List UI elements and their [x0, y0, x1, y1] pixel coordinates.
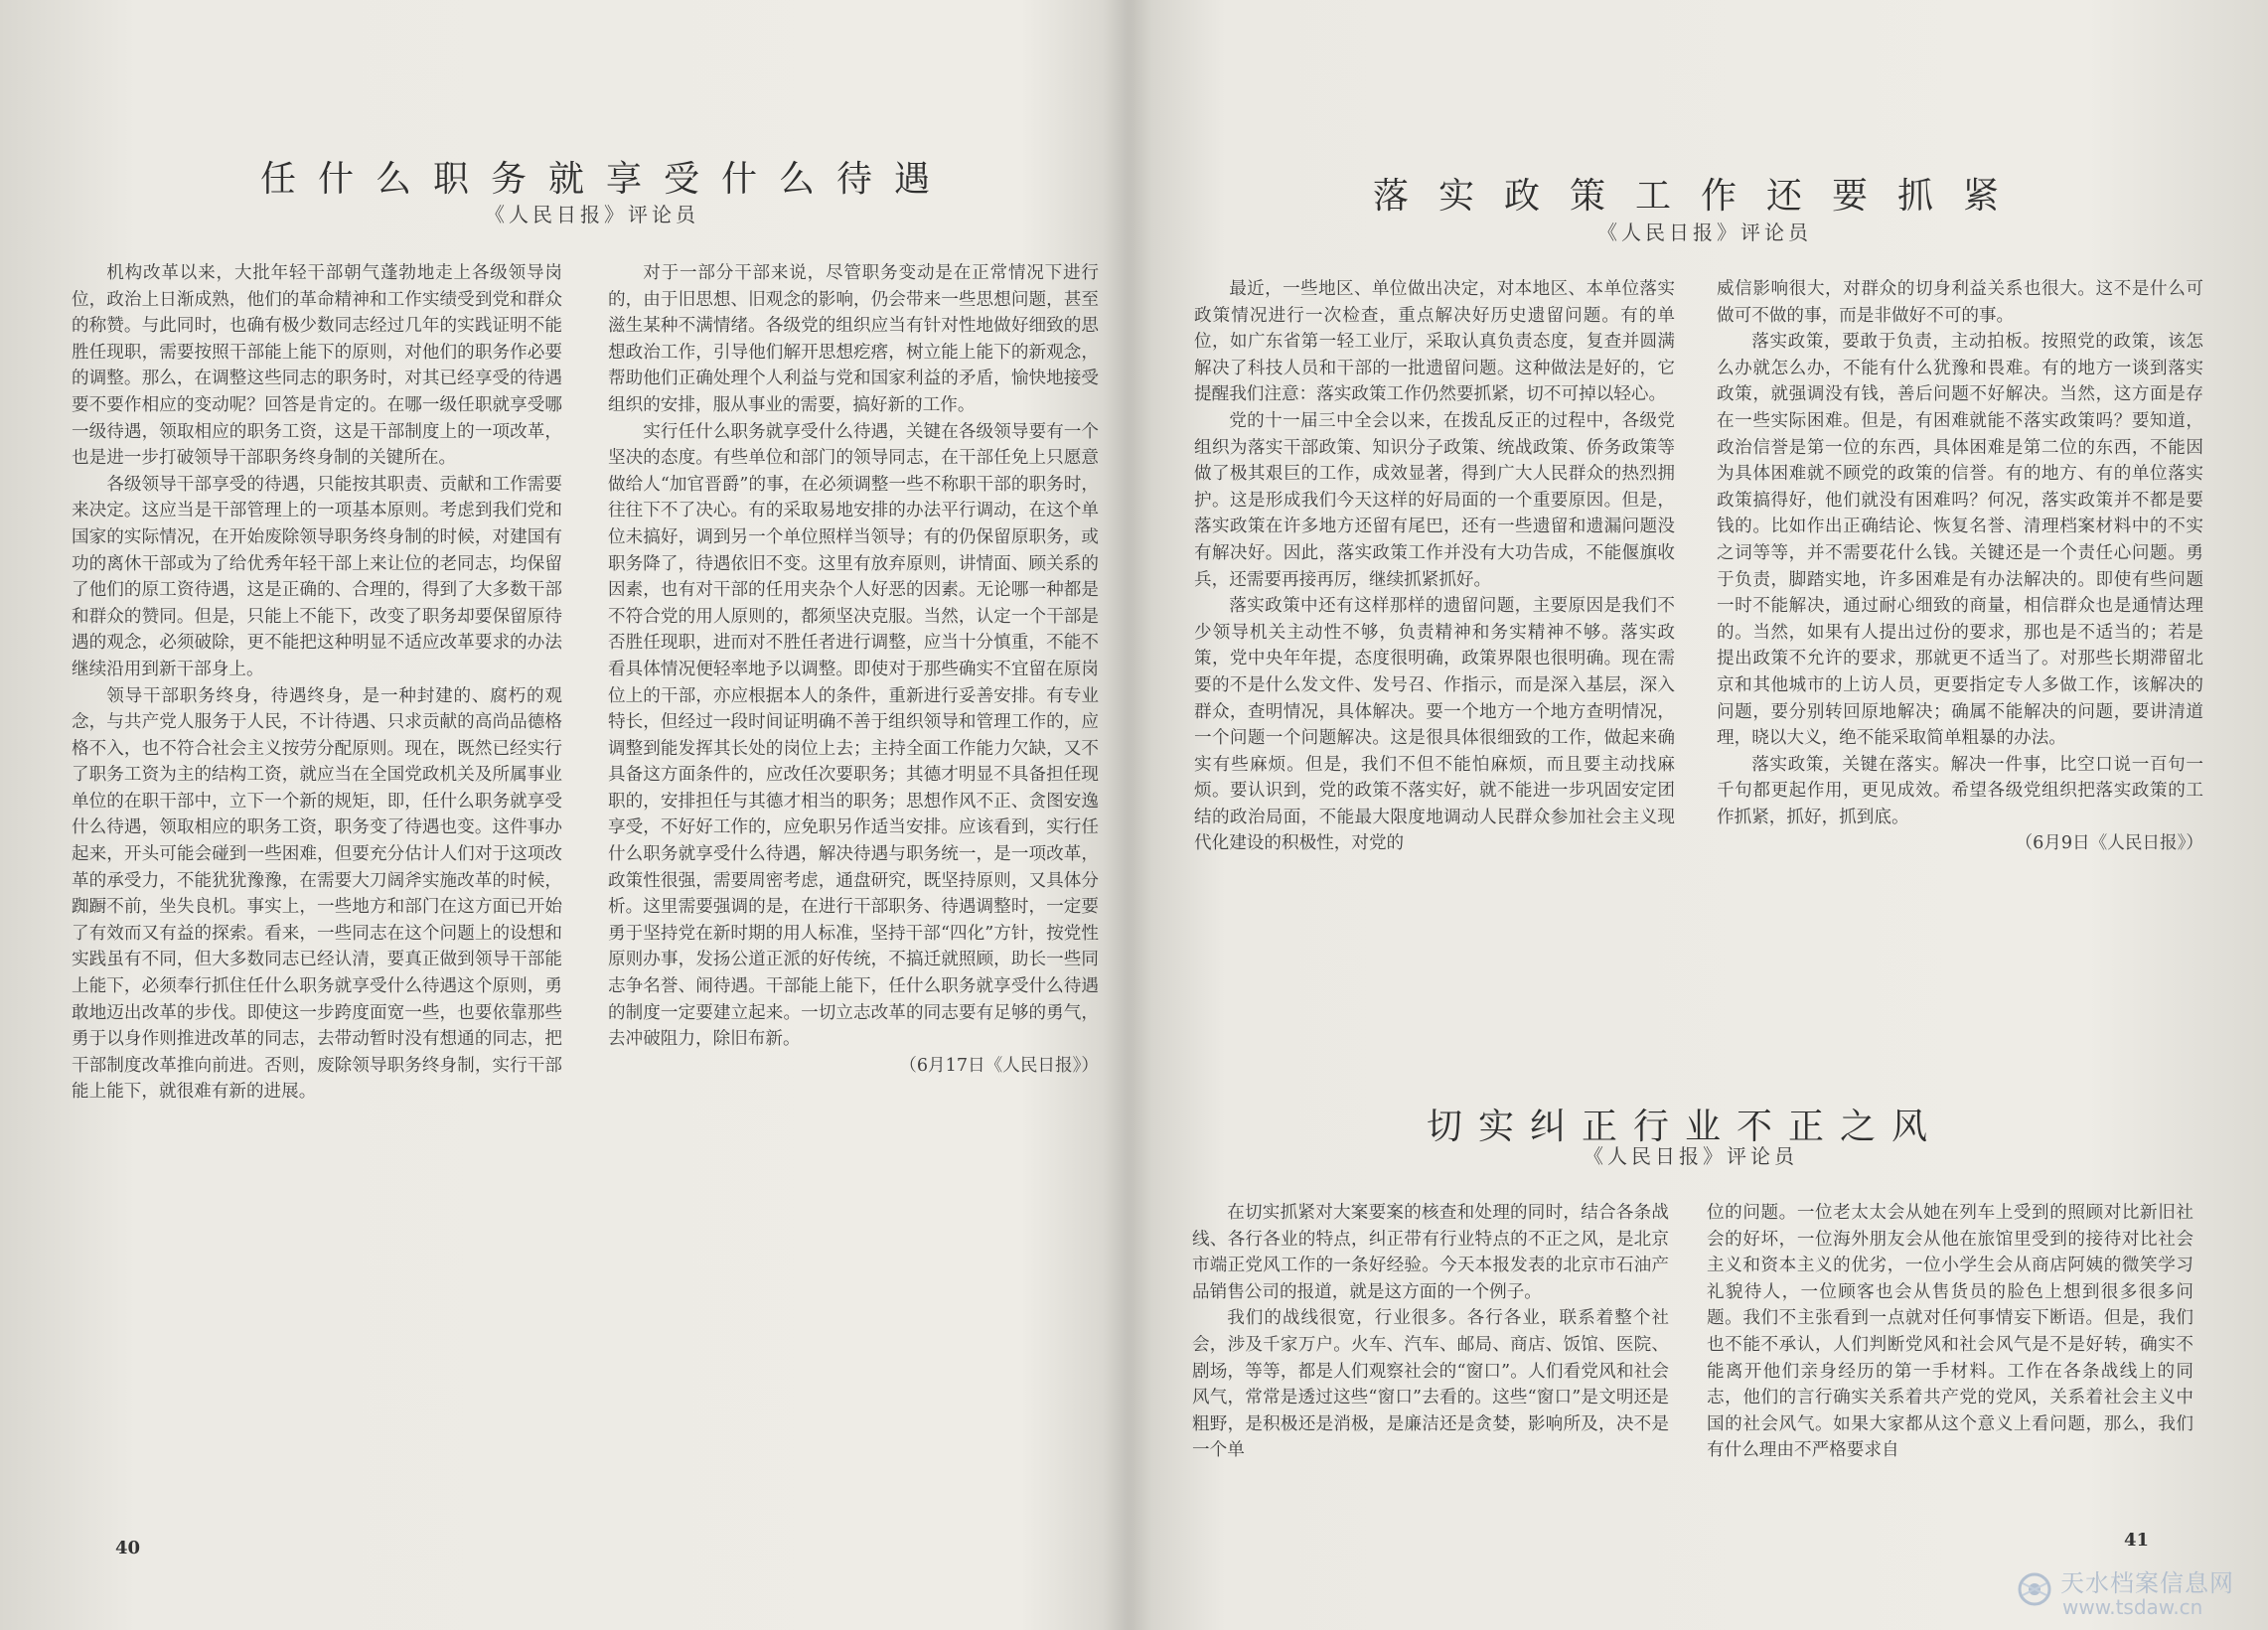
- article-column-1: [72, 260, 562, 1106]
- article-column-2: [608, 260, 1099, 1079]
- article-byline: 《人民日报》评论员: [1597, 221, 1812, 244]
- site-watermark: [2017, 1559, 2265, 1629]
- article-title: 任什么职务就享受什么待遇: [260, 159, 953, 201]
- paragraph: 位的问题。一位老太太会从她在列车上受到的照顾对比新旧社会的好坏，一位海外朋友会从他在旅馆里受到的接待对比社会主义和资本主义的优劣，一位小学生会从商店阿姨的微笑学习礼貌待人，一位顾客也会从售货员的脸色上想到很多很多问题。我们不主张看到一点就对任何事情妄下断语。但是，我们也不能不承认，人们判断党风和社会风气是不是好转，确实不能离开他们亲身经历的第一手材料。工作在各条战线上的同志，他们的言行确实关系着共产党的党风，关系着社会主义中国的社会风气。如果大家都从这个意义上看问题，那么，我们有什么理由不严格要求自: [1707, 1203, 2193, 1461]
- paragraph: 落实政策，关键在落实。解决一件事，比空口说一百句一千句都更起作用，更见成效。希望各级党组织把落实政策的工作抓紧，抓好，抓到底。: [1717, 754, 2203, 827]
- paragraph: 我们的战线很宽，行业很多。各行各业，联系着整个社会，涉及千家万户。火车、汽车、邮局、商店、饭馆、医院、剧场，等等，都是人们观察社会的“窗口”。人们看党风和社会风气，常常是透过这些“窗口”去看的。这些“窗口”是文明还是粗野，是积极还是消极，是廉洁还是贪婪，影响所及，决不是一个单: [1192, 1308, 1669, 1461]
- article-dateline: （6月17日《人民日报》）: [899, 1055, 1099, 1076]
- page-number: 40: [115, 1538, 141, 1558]
- paragraph: 各级领导干部享受的待遇，只能按其职责、贡献和工作需要来决定。这应当是干部管理上的一项基本原则。考虑到我们党和国家的实际情况，在开始废除领导职务终身制的时候，对建国有功的离休干部或为了给优秀年轻干部上来让位的老同志，均保留了他们的原工资待遇，这是正确的、合理的，得到了大多数干部和群众的赞同。但是，只能上不能下，改变了职务却要保留原待遇的观念，必须破除，更不能把这种明显不适应改革要求的办法继续沿用到新干部身上。: [72, 474, 562, 679]
- left-page: [0, 0, 1123, 1630]
- article-dateline: （6月9日《人民日报》）: [2015, 833, 2203, 854]
- page-number: 41: [2124, 1530, 2150, 1551]
- paragraph: 威信影响很大，对群众的切身利益关系也很大。这不是什么可做可不做的事，而是非做好不可的事。: [1717, 279, 2203, 326]
- article-byline: 《人民日报》评论员: [1584, 1144, 1798, 1168]
- article-column-2: [1717, 276, 2203, 857]
- article-column-1: [1194, 276, 1675, 857]
- paragraph: 落实政策，要敢于负责，主动拍板。按照党的政策，该怎么办就怎么办，不能有什么犹豫和畏难。有的地方一谈到落实政策，就强调没有钱，善后问题不好解决。当然，这方面是存在一些实际困难。但是，有困难就能不落实政策吗？要知道，政治信誉是第一位的东西，具体困难是第二位的东西，不能因为具体困难就不顾党的政策的信誉。有的地方、有的单位落实政策搞得好，他们就没有困难吗？何况，落实政策并不都是要钱的。比如作出正确结论、恢复名誉、清理档案材料中的不实之词等等，并不需要花什么钱。关键还是一个责任心问题。勇于负责，脚踏实地，许多困难是有办法解决的。即使有些问题一时不能解决，通过耐心细致的商量，相信群众也是通情达理的。当然，如果有人提出过份的要求，那也是不适当的；若是提出政策不允许的要求，那就更不适当了。对那些长期滞留北京和其他城市的上访人员，更要指定专人多做工作，该解决的问题，要分别转回原地解决；确属不能解决的问题，要讲清道理，晓以大义，绝不能采取简单粗暴的办法。: [1717, 332, 2203, 749]
- paragraph: 对于一部分干部来说，尽管职务变动是在正常情况下进行的，由于旧思想、旧观念的影响，仍会带来一些思想问题，甚至滋生某种不满情绪。各级党的组织应当有针对性地做好细致的思想政治工作，引导他们解开思想疙瘩，树立能上能下的新观念，帮助他们正确处理个人利益与党和国家利益的矛盾，愉快地接受组织的安排，服从事业的需要，搞好新的工作。: [608, 263, 1099, 415]
- right-page: [1133, 0, 2268, 1630]
- watermark-name: 天水档案信息网: [2060, 1569, 2234, 1597]
- archive-logo-icon: [2017, 1571, 2052, 1607]
- article-byline: 《人民日报》评论员: [485, 203, 699, 226]
- paragraph: 最近，一些地区、单位做出决定，对本地区、本单位落实政策情况进行一次检查，重点解决好历史遗留问题。有的单位，如广东省第一轻工业厅，采取认真负责态度，复查并圆满解决了科技人员和干部的一批遗留问题。这种做法是好的，它提醒我们注意：落实政策工作仍然要抓紧，切不可掉以轻心。: [1194, 279, 1675, 405]
- paragraph: 实行任什么职务就享受什么待遇，关键在各级领导要有一个坚决的态度。有些单位和部门的领导同志，在干部任免上只愿意做给人“加官晋爵”的事，在必须调整一些不称职干部的职务时，往往下不了决心。有的采取易地安排的办法平行调动，在这个单位未搞好，调到另一个单位照样当领导；有的仍保留原职务，或职务降了，待遇依旧不变。这里有放弃原则，讲情面、顾关系的因素，也有对干部的任用夹杂个人好恶的因素。无论哪一种都是不符合党的用人原则的，都须坚决克服。当然，认定一个干部是否胜任现职，进而对不胜任者进行调整，应当十分慎重，不能不看具体情况便轻率地予以调整。即使对于那些确实不宜留在原岗位上的干部，亦应根据本人的条件，重新进行妥善安排。有专业特长，但经过一段时间证明确不善于组织领导和管理工作的，应调整到能发挥其长处的岗位上去；主持全面工作能力欠缺，又不具备这方面条件的，应改任次要职务；其德才明显不具备担任现职的，安排担任与其德才相当的职务；思想作风不正、贪图安逸享受，不好好工作的，应免职另作适当安排。应该看到，实行任什么职务就享受什么待遇，解决待遇与职务统一，是一项改革，政策性很强，需要周密考虑，通盘研究，既坚持原则，又具体分析。这里需要强调的是，在进行干部职务、待遇调整时，一定要勇于坚持党在新时期的用人标准，坚持干部“四化”方针，按党性原则办事，发扬公道正派的好传统，不搞迁就照顾，助长一些同志争名誉、闹待遇。干部能上能下，任什么职务就享受什么待遇的制度一定要建立起来。一切立志改革的同志要有足够的勇气，去冲破阻力，除旧布新。: [608, 421, 1099, 1050]
- watermark-url: www.tsdaw.cn: [2062, 1595, 2203, 1619]
- article-column-1: [1192, 1200, 1669, 1464]
- paragraph: 党的十一届三中全会以来，在拨乱反正的过程中，各级党组织为落实干部政策、知识分子政策、统战政策、侨务政策等做了极其艰巨的工作，成效显著，得到广大人民群众的热烈拥护。这是形成我们今天这样的好局面的一个重要原因。但是，落实政策在许多地方还留有尾巴，还有一些遗留和遗漏问题没有解决好。因此，落实政策工作并没有大功告成，不能偃旗收兵，还需要再接再厉，继续抓紧抓好。: [1194, 410, 1675, 590]
- article-title: 落实政策工作还要抓紧: [1373, 176, 2030, 218]
- paragraph: 在切实抓紧对大案要案的核查和处理的同时，结合各条战线、各行各业的特点，纠正带有行业特点的不正之风，是北京市端正党风工作的一条好经验。今天本报发表的北京市石油产品销售公司的报道，就是这方面的一个例子。: [1192, 1203, 1669, 1302]
- paragraph: 落实政策中还有这样那样的遗留问题，主要原因是我们不少领导机关主动性不够，负责精神和务实精神不够。落实政策，党中央年年提，态度很明确，政策界限也很明确。现在需要的不是什么发文件、发号召、作指示，而是深入基层，深入群众，查明情况，具体解决。要一个地方一个地方查明情况，一个问题一个问题解决。这是很具体很细致的工作，做起来确实有些麻烦。但是，我们不但不能怕麻烦，而且要主动找麻烦。要认识到，党的政策不落实好，就不能进一步巩固安定团结的政治局面，不能最大限度地调动人民群众参加社会主义现代化建设的积极性，对党的: [1194, 596, 1675, 854]
- article-column-2: [1707, 1200, 2193, 1464]
- paragraph: 机构改革以来，大批年轻干部朝气蓬勃地走上各级领导岗位，政治上日渐成熟，他们的革命精神和工作实绩受到党和群众的称赞。与此同时，也确有极少数同志经过几年的实践证明不能胜任现职，需要按照干部能上能下的原则，对他们的职务作必要的调整。那么，在调整这些同志的职务时，对其已经享受的待遇要不要作相应的变动呢？回答是肯定的。在哪一级任职就享受哪一级待遇，领取相应的职务工资，这是干部制度上的一项改革，也是进一步打破领导干部职务终身制的关键所在。: [72, 263, 562, 469]
- paragraph: 领导干部职务终身，待遇终身，是一种封建的、腐朽的观念，与共产党人服务于人民，不计待遇、只求贡献的高尚品德格格不入，也不符合社会主义按劳分配原则。现在，既然已经实行了职务工资为主的结构工资，就应当在全国党政机关及所属事业单位的在职干部中，立下一个新的规矩，即，任什么职务就享受什么待遇，领取相应的职务工资，职务变了待遇也变。这件事办起来，开头可能会碰到一些困难，但要充分估计人们对于这项改革的承受力，不能犹犹豫豫，在需要大刀阔斧实施改革的时候，踟蹰不前，坐失良机。事实上，一些地方和部门在这方面已开始了有效而又有益的探索。看来，一些同志在这个问题上的设想和实践虽有不同，但大多数同志已经认清，要真正做到领导干部能上能下，必须奉行抓住任什么职务就享受什么待遇这个原则，勇敢地迈出改革的步伐。即使这一步跨度面宽一些，也要依靠那些勇于以身作则推进改革的同志，去带动暂时没有想通的同志，把干部制度改革推向前进。否则，废除领导职务终身制，实行干部能上能下，就很难有新的进展。: [72, 685, 562, 1103]
- article-title: 切实纠正行业不正之风: [1427, 1107, 1944, 1148]
